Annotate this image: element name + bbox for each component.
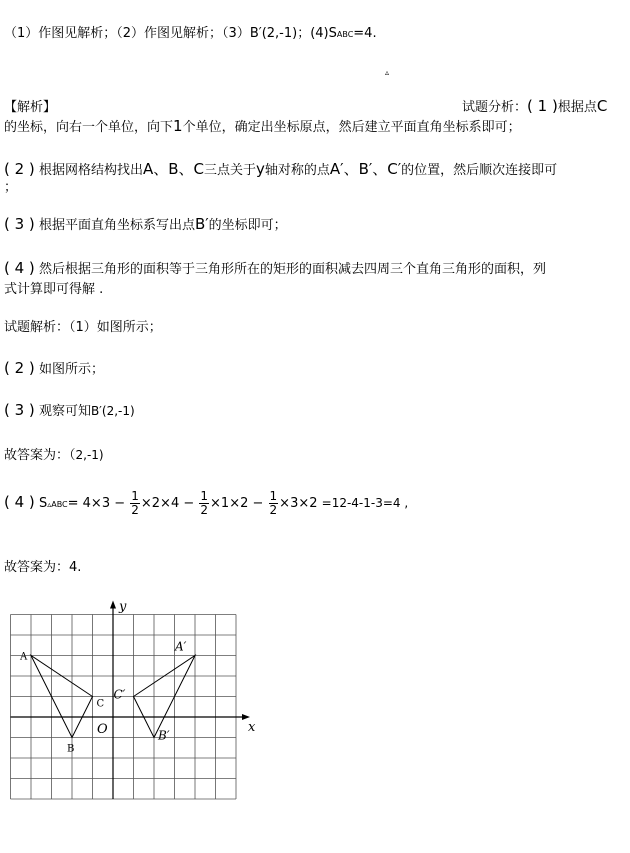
- frac3-num: 1: [269, 489, 278, 503]
- analysis-point3: [4, 214, 287, 233]
- analysis-point2: [4, 158, 557, 179]
- analysis-label: 试题分析：: [462, 100, 528, 115]
- x-axis-label: x: [248, 720, 256, 735]
- coordinate-grid-figure: [0, 590, 256, 850]
- analysis-s3a: 根据平面直角坐标系写出点: [38, 218, 195, 233]
- solution-label: 试题解析：: [4, 320, 70, 335]
- analysis-s3b: B′: [194, 215, 209, 233]
- answer-summary: [4, 22, 377, 41]
- solution-ans1a: 故答案为：（: [4, 448, 76, 463]
- solution-p1: （1）如图所示；: [69, 320, 162, 335]
- solution-p3a: 观察可知: [38, 404, 91, 419]
- fraction-1: [130, 490, 140, 517]
- analysis-s4a: 然后根据三角形的面积等于三角形所在的矩形的面积减去四周三个直角三角形的面积，列: [38, 262, 546, 277]
- solution-line1: [4, 316, 162, 335]
- y-axis-label: y: [119, 599, 127, 615]
- solution-ans2a: 故答案为：: [4, 560, 70, 575]
- fraction-2: [199, 490, 209, 517]
- analysis-s1d: 1: [173, 117, 183, 135]
- analysis-point4: [4, 258, 546, 277]
- area-s: S: [38, 496, 48, 511]
- solution-line3: [4, 400, 135, 419]
- answer-parts: （1）作图见解析；（2）作图见解析；（3）B′: [4, 26, 262, 41]
- analysis-s2h: ；: [4, 180, 18, 195]
- analysis-s1b: C: [596, 97, 608, 115]
- analysis-s2a: 根据网格结构找出: [38, 163, 143, 178]
- analysis-s2b: A、B、C: [142, 160, 204, 178]
- point-a-prime-label: A′: [175, 639, 187, 654]
- small-triangle-mark: ▵: [385, 68, 390, 77]
- area-rhs: =12-4-1-3=4 ,: [321, 496, 409, 510]
- analysis-s2d: y: [256, 160, 265, 178]
- frac2-num: 1: [200, 489, 209, 503]
- analysis-n1: ( 1 ): [527, 97, 558, 115]
- frac2-den: 2: [200, 503, 209, 517]
- analysis-s2g: 的位置，然后顺次连接即可: [401, 163, 558, 178]
- analysis-s3c: 的坐标即可；: [208, 218, 287, 233]
- analysis-line1-right: [462, 96, 607, 115]
- analysis-s2e: 轴对称的点: [264, 163, 330, 178]
- analysis-s2c: 三点关于: [203, 163, 256, 178]
- solution-p3b: B′(2,-1): [90, 404, 135, 418]
- analysis-s1a: 根据点: [557, 100, 597, 115]
- answer-subscript: ABC: [336, 30, 354, 39]
- solution-ans1b: 2,-1): [75, 448, 104, 462]
- fraction-3: [269, 490, 279, 517]
- y-axis-arrow: [110, 601, 116, 609]
- solution-answer1: [4, 444, 104, 463]
- grid-lines: [11, 615, 237, 800]
- axes: [11, 601, 251, 800]
- area-lhs: = 4×3 −: [67, 496, 126, 511]
- analysis-n4: ( 4 ): [4, 259, 35, 277]
- answer-garbled: (2,-1)；(4)S: [261, 26, 337, 41]
- solution-p2: 如图所示；: [38, 362, 104, 377]
- analysis-s2f: A′、B′、C′: [329, 160, 402, 178]
- point-b-label: B: [67, 743, 75, 755]
- area-t2: ×1×2 −: [210, 496, 264, 511]
- origin-label: O: [97, 722, 108, 737]
- point-a-label: A: [20, 651, 28, 663]
- area-t3: ×3×2: [279, 496, 318, 511]
- solution-n3: ( 3 ): [4, 401, 35, 419]
- analysis-n2: ( 2 ): [4, 160, 35, 178]
- point-c-label: C: [96, 698, 105, 710]
- area-t1: ×2×4 −: [140, 496, 195, 511]
- answer-tail: =4.: [353, 26, 377, 41]
- analysis-line2: [4, 116, 521, 135]
- frac3-den: 2: [269, 503, 278, 517]
- solution-n2: ( 2 ): [4, 359, 35, 377]
- analysis-s1e: 个单位，确定出坐标原点，然后建立平面直角坐标系即可；: [182, 120, 521, 135]
- analysis-s4b: 式计算即可得解 .: [4, 282, 104, 297]
- solution-n4: ( 4 ): [4, 493, 35, 511]
- analysis-n3: ( 3 ): [4, 215, 35, 233]
- figure-labels: [19, 600, 256, 755]
- analysis-tag: 【解析】: [4, 100, 57, 115]
- solution-ans2b: 4.: [69, 560, 82, 575]
- solution-answer2: [4, 556, 81, 575]
- frac1-num: 1: [131, 489, 139, 503]
- solution-line2: [4, 358, 104, 377]
- analysis-s1c: 的坐标，向右一个单位，向下: [4, 120, 174, 135]
- area-sub: ▵ABC: [47, 500, 68, 509]
- solution-area-equation: [4, 490, 408, 517]
- point-b-prime-label: B′: [158, 728, 170, 743]
- point-c-prime-label: C′: [113, 687, 126, 702]
- frac1-den: 2: [131, 503, 139, 517]
